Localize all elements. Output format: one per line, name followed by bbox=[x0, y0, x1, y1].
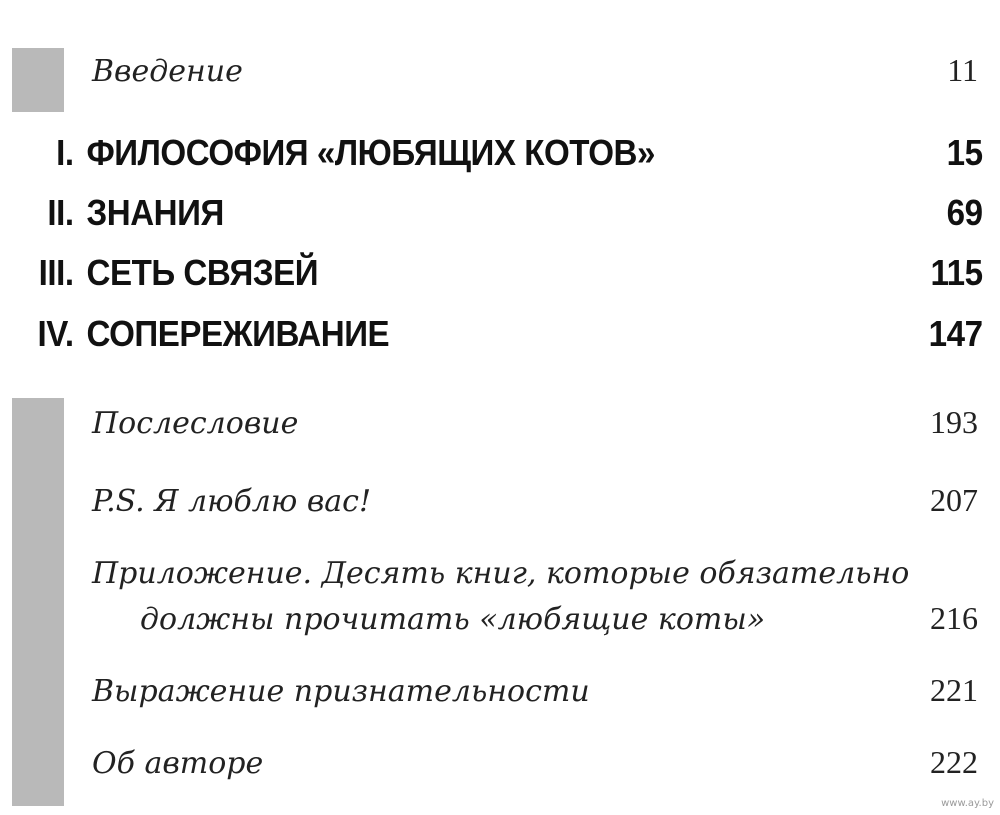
toc-entry-title: должны прочитать «любящие коты» bbox=[140, 602, 766, 637]
chapter-title: СОПЕРЕЖИВАНИЕ bbox=[86, 313, 390, 354]
section-marker-back-matter bbox=[12, 398, 64, 806]
chapter-title: ФИЛОСОФИЯ «ЛЮБЯЩИХ КОТОВ» bbox=[86, 132, 655, 173]
toc-entry-page: 221 bbox=[930, 672, 978, 708]
toc-entry-intro[interactable] bbox=[92, 52, 978, 89]
chapter-number: I. bbox=[56, 132, 74, 173]
toc-chapter-1[interactable] bbox=[0, 132, 983, 174]
toc-entry-title: Об авторе bbox=[92, 746, 264, 781]
chapter-title: ЗНАНИЯ bbox=[86, 192, 224, 233]
toc-entry-page: 207 bbox=[930, 482, 978, 518]
toc-chapter-2[interactable] bbox=[0, 192, 983, 234]
toc-entry-title: Приложение. Десять книг, которые обязательно bbox=[92, 556, 910, 591]
section-marker-intro bbox=[12, 48, 64, 112]
toc-chapter-4[interactable] bbox=[0, 313, 983, 355]
chapter-page: 115 bbox=[930, 252, 983, 293]
toc-entry-afterword[interactable] bbox=[92, 404, 978, 441]
toc-entry-page: 193 bbox=[930, 404, 978, 440]
toc-entry-title: Выражение признательности bbox=[92, 674, 590, 709]
toc-entry-title: Послесловие bbox=[92, 406, 299, 441]
watermark: www.ay.by bbox=[941, 798, 994, 809]
chapter-page: 69 bbox=[946, 192, 983, 233]
toc-entry-appendix-line2[interactable] bbox=[140, 600, 978, 637]
chapter-page: 15 bbox=[946, 132, 983, 173]
toc-chapter-3[interactable] bbox=[0, 252, 983, 294]
chapter-number: IV. bbox=[37, 313, 74, 354]
chapter-number: II. bbox=[47, 192, 74, 233]
chapter-page: 147 bbox=[928, 313, 983, 354]
toc-entry-appendix-line1[interactable] bbox=[92, 556, 978, 591]
chapter-number: III. bbox=[38, 252, 74, 293]
toc-entry-title: Введение bbox=[92, 54, 243, 89]
toc-entry-ps[interactable] bbox=[92, 482, 978, 519]
chapter-title: СЕТЬ СВЯЗЕЙ bbox=[86, 252, 319, 293]
toc-entry-acknowledgements[interactable] bbox=[92, 672, 978, 709]
toc-entry-page: 11 bbox=[947, 52, 978, 88]
toc-entry-title: P.S. Я люблю вас! bbox=[92, 484, 372, 519]
toc-entry-page: 222 bbox=[930, 744, 978, 780]
toc-entry-about-author[interactable] bbox=[92, 744, 978, 781]
toc-entry-page: 216 bbox=[930, 600, 978, 636]
